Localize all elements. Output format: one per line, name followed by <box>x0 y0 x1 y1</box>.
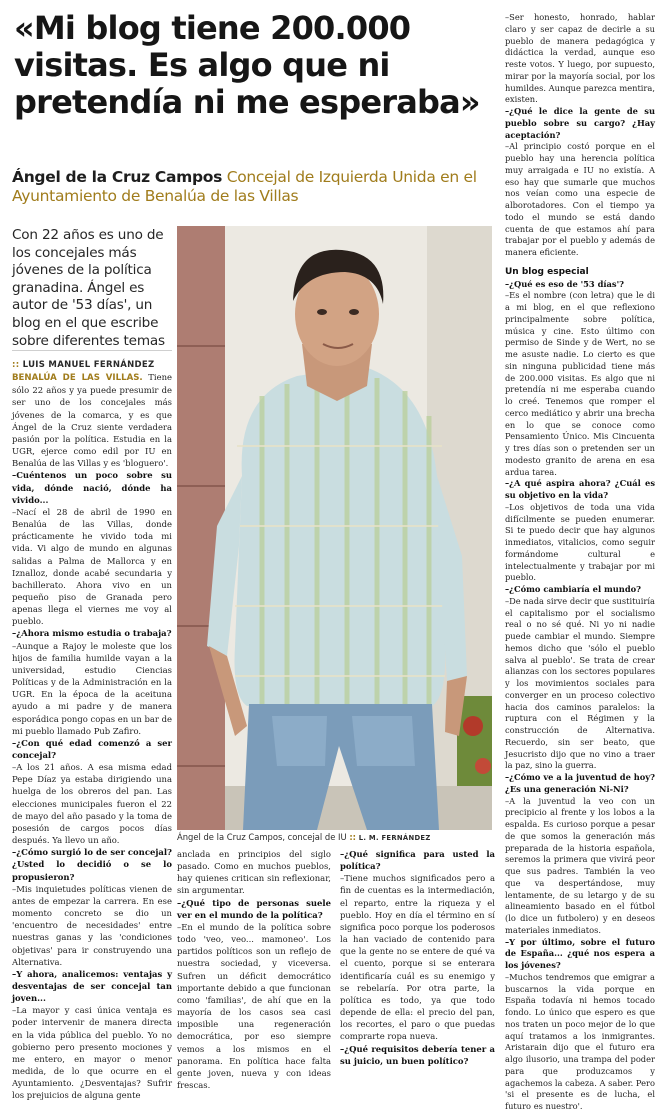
answer: –Aunque a Rajoy le moleste que los hijos de familia humilde vayan a la universidad, estudio Ciencias Políticas y de la Administración en la UGR. En la época de la aceituna ayudo a mi padre y de manera esporádica pongo copas en un bar de mi pueblo llamado Pub Zafiro. <box>12 640 172 736</box>
caption-marker: :: <box>349 832 357 842</box>
answer: –La mayor y casi única ventaja es poder intervenir de manera directa en la vida pública del pueblo. Yo no gobierno pero presento mociones y me entero, en mayor o menor medida, de lo que ocurre en el Ayuntamiento. ¿Desventajas? Sufrir los prejuicios de alguna gente <box>12 1005 172 1101</box>
question: –¿Ahora mismo estudia o trabaja? <box>12 628 172 639</box>
answer: –Ser honesto, honrado, hablar claro y ser capaz de decirle a su pueblo de manera pedagógica y didáctica la verdad, aunque eso reste votos. Y luego, por supuesto, mirar por la mayoría social, por los humildes. Aunque parezca mentira, existen. <box>505 12 655 105</box>
answer: –A la juventud la veo con un precipicio al frente y los lobos a la espalda. Es curioso porque a pesar de que somos la generación más preparada de la historia española, seremos la primera que vivirá peor que sus padres. También la veo que va despertándose, muy lentamente, de su letargo y de su alineamiento basado en el fútbol (lo dice un futbolero) y en deseos materiales inmediatos. <box>505 795 655 935</box>
lede-paragraph: BENALÚA DE LAS VILLAS. Tiene sólo 22 años y ya puede presumir de ser uno de los concejales más jóvenes de la comarca, y es que Ángel de la Cruz siente verdadera pasión por la política. Estudia en la UGR, ejerce como edil por IU en Benalúa de las Villas y es 'bloguero'. <box>12 372 172 469</box>
column-1 <box>12 359 172 1102</box>
intro-text: Con 22 años es uno de los concejales más jóvenes de la política granadina. Ángel es autor de '53 días', un blog en el que escribe sobre diferentes temas <box>12 227 165 349</box>
subject-name: Ángel de la Cruz Campos <box>12 168 223 186</box>
question: –¿Cómo ve a la juventud de hoy? ¿Es una generación Ni-Ni? <box>505 772 655 794</box>
subject-position: Concejal de Izquierda Unida en el Ayuntamiento de Benalúa de las Villas <box>12 168 477 205</box>
question: –¿Con qué edad comenzó a ser concejal? <box>12 737 172 760</box>
answer: –Al principio costó porque en el pueblo hay una herencia política muy arraigada e IU no existía. A eso hay que sumarle que muchos nos veían como una especie de alborotadores. Con el tiempo ya todo el mundo se está dando cuenta de que estamos ahí para trabajar por el pueblo y además de manera eficiente. <box>505 141 655 257</box>
answer: –Muchos tendremos que emigrar a buscarnos la vida porque en España todavía ni hemos tocado fondo. Lo único que espero es que nos traten un poco mejor de lo que aquí tratamos a los inmigrantes. Aristarain dijo que el futuro era algo ilusorio, una trampa del poder para que produzcamos y agachemos la cabeza. A saber. Pero 'si el presente es de lucha, el futuro es nuestro'. <box>505 971 655 1111</box>
question: –Y por último, sobre el futuro de España... ¿qué nos espera a los jóvenes? <box>505 936 655 970</box>
question: –Cuéntenos un poco sobre su vida, dónde nació, dónde ha vivido... <box>12 470 172 505</box>
column-2 <box>177 848 331 1091</box>
question: –¿A qué aspira ahora? ¿Cuál es su objetivo en la vida? <box>505 478 655 500</box>
answer: anclada en principios del siglo pasado. Como en muchos pueblos, hay quienes critican sin reflexionar, sin argumentar. <box>177 849 331 896</box>
question: –¿Cómo cambiaría el mundo? <box>505 584 642 594</box>
author-name: LUIS MANUEL FERNÁNDEZ <box>22 360 155 370</box>
section-heading: Un blog especial <box>505 266 589 277</box>
divider <box>12 350 172 351</box>
headline: «Mi blog tiene 200.000 visitas. Es algo que ni pretendía ni me esperaba» <box>14 9 480 121</box>
author-line: :: LUIS MANUEL FERNÁNDEZ <box>12 360 155 370</box>
answer: –A los 21 años. A esa misma edad Pepe Díaz ya estaba dirigiendo una huelga de los obreros del pan. Las elecciones municipales fueron el 22 de mayo del año pasado y la toma de posesión de cargos pocos días después. Ya llevo un año. <box>12 762 172 846</box>
answer: –Tiene muchos significados pero a fin de cuentas es la intermediación, el reparto, entre la riqueza y el pueblo. Hoy en día el término en sí significa poco porque los poderosos la han vaciado de contenido para que la gente no se entere de qué va el cuento, porque si se enterara identificaría cuál es su enemigo y se rebelaría. Por otra parte, la política es todo, ya que todo depende de ella: el precio del pan, los recortes, el paro o que puedas comprarte ropa nueva. <box>340 873 495 1042</box>
photo-caption <box>177 832 495 842</box>
question: –¿Qué le dice la gente de su pueblo sobre su cargo? ¿Hay aceptación? <box>505 106 655 140</box>
caption-text: Ángel de la Cruz Campos, concejal de IU <box>177 832 347 842</box>
question: –¿Qué significa para usted la política? <box>340 849 495 872</box>
question: –¿Qué tipo de personas suele ver en el mundo de la política? <box>177 897 331 920</box>
column-3 <box>340 848 495 1067</box>
question: –¿Cómo surgió lo de ser concejal? ¿Usted lo decidió o se lo propusieron? <box>12 847 172 882</box>
photo-credit: L. M. FERNÁNDEZ <box>358 834 431 842</box>
answer: –Nací el 28 de abril de 1990 en Benalúa de las Villas, donde prácticamente he vivido toda mi vida. Vi algo de mundo en algunas salidas a Palma de Mallorca y en Iznalloz, donde acabé secundaria y bachillerato. Ahora vivo en un pequeño piso de Granada pero apenas llega el viernes me voy al pueblo. <box>12 506 172 627</box>
question: –¿Qué es eso de '53 días'? <box>505 278 624 289</box>
answer: –En el mundo de la política sobre todo 'veo, veo... mamoneo'. Los partidos políticos son un reflejo de nuestra sociedad, y viceversa. Sufren un déficit democrático importante debido a que funcionan como 'familias', de ahí que en la mayoría de los casos sea casi imposible una regeneración democrática, por eso siempre vemos a los mismos en el panorama. En política hace falta gente joven, nueva y con ideas frescas. <box>177 921 331 1090</box>
answer: –De nada sirve decir que sustituiría el capitalismo por el socialismo real o no sé qué. Ni yo ni nadie puede cambiar el mundo. Siempre hemos dicho que 'sólo el pueblo salva al pueblo'. Se trata de crear alianzas con los sectores populares y los movimientos sociales para converger en un proceso colectivo hacia dos caminos paralelos: la ruptura con el Régimen y la construcción de Alternativa. Recuerdo, sin ser beato, que Jesucristo dijo que no vino a traer la paz, sino la guerra. <box>505 595 655 771</box>
question: –¿Qué requisitos debería tener a su juicio, un buen político? <box>340 1043 495 1066</box>
portrait-photo <box>177 226 492 830</box>
answer: –Mis inquietudes políticas vienen de antes de empezar la carrera. En ese momento concreto se dio un 'encuentro de necesidades' entre nuestras ganas y las 'condiciones objetivas' para ir construyendo una Alternativa. <box>12 883 172 967</box>
answer: –Es el nombre (con letra) que le di a mi blog, en el que reflexiono principalmente sobre política, música y cine. Esto último con permiso de Sinde y de Wert, no se me asuste nadie. Lo cierto es que sin ninguna publicidad tiene más de 200.000 visitas. Es algo que ni pretendía ni me esperaba cuando lo creé. Tenemos que romper el cerco mediático y abrir una brecha en lo que se conoce como Pensamiento Único. Mis Cincuenta y tres días son o pretenden ser un modesto granito de arena en esa ardua tarea. <box>505 290 655 477</box>
column-4 <box>505 12 655 1113</box>
location-label: BENALÚA DE LAS VILLAS. <box>12 373 143 384</box>
question: –Y ahora, analicemos: ventajas y desventajas de ser concejal tan joven... <box>12 968 172 1004</box>
subject-byline <box>12 168 502 206</box>
answer: –Los objetivos de toda una vida difícilmente se pueden enumerar. Si te puedo decir que hay algunos inmediatos, vitalicios, como seguir formándome cultural e intelectualmente y trabajar por mi pueblo. <box>505 501 655 583</box>
